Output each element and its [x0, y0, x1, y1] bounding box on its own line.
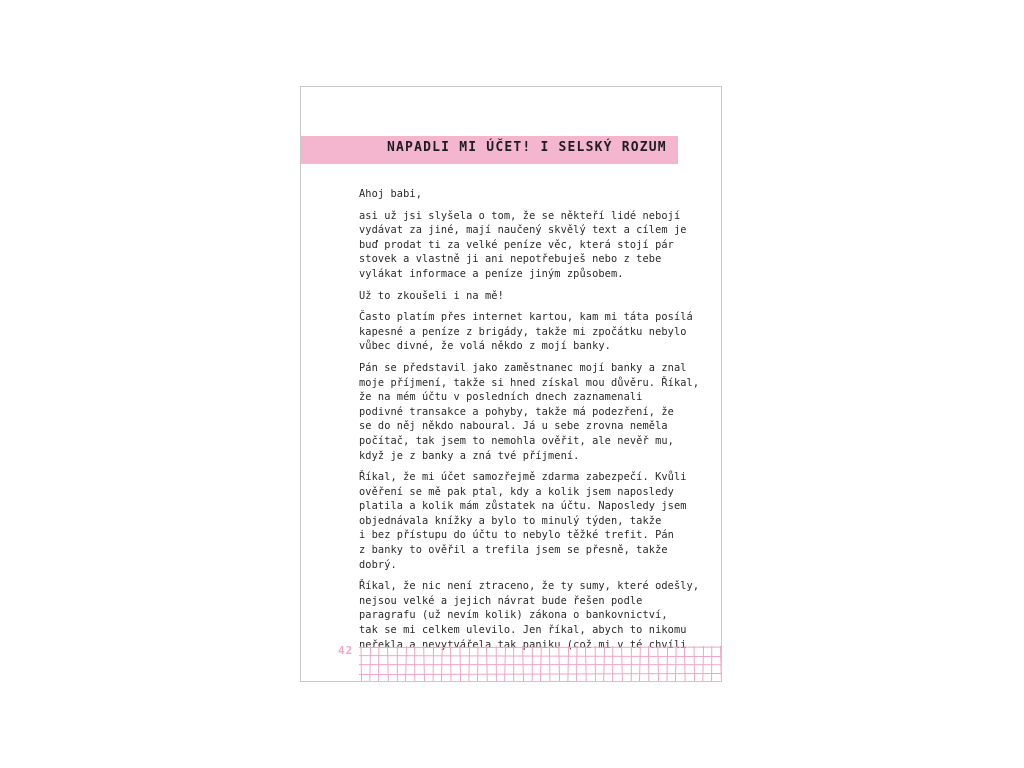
text-line: ověření se mě pak ptal, kdy a kolik jsem naposledy: [359, 485, 674, 498]
page-number: 42: [338, 644, 354, 657]
text-line: dobrý.: [359, 558, 397, 571]
text-line: buď prodat ti za velké peníze věc, která stojí pár: [359, 238, 674, 251]
decorative-pink-grid: [359, 646, 722, 682]
text-line: i bez přístupu do účtu to nebylo těžké trefit. Pán: [359, 529, 674, 542]
letter-paragraph: [359, 579, 700, 652]
text-line: Už to zkoušeli i na mě!: [359, 289, 504, 302]
text-line: že na mém účtu v posledních dnech zaznamenali: [359, 391, 643, 404]
letter-paragraph: [359, 187, 679, 202]
letter-paragraph: [359, 209, 687, 282]
text-line: Pán se představil jako zaměstnanec mojí banky a znal: [359, 361, 687, 374]
text-line: vydávat za jiné, mají naučený skvělý text a cílem je: [359, 224, 687, 237]
text-line: nejsou velké a jejich návrat bude řešen podle: [359, 594, 643, 607]
text-line: Ahoj babi,: [359, 188, 422, 200]
heading-bar: [301, 136, 678, 164]
text-line: moje příjmení, takže si hned získal mou důvěru. Říkal,: [359, 376, 700, 389]
text-line: kapesné a peníze z brigády, takže mi zpočátku nebylo: [359, 325, 687, 338]
text-line: podivné transakce a pohyby, takže má podezření, že: [359, 405, 674, 418]
letter-paragraph: [359, 470, 687, 572]
text-line: Říkal, že nic není ztraceno, že ty sumy, které odešly,: [359, 580, 700, 593]
text-line: Říkal, že mi účet samozřejmě zdarma zabezpečí. Kvůli: [359, 471, 687, 484]
text-line: z banky to ověřil a trefila jsem se přesně, takže: [359, 544, 668, 557]
book-page: [300, 86, 722, 682]
letter-body: [359, 187, 700, 659]
letter-paragraph: [359, 310, 693, 354]
text-line: vylákat informace a peníze jiným způsobem.: [359, 267, 624, 280]
text-line: Často platím přes internet kartou, kam mi táta posílá: [359, 311, 693, 324]
text-line: počítač, tak jsem to nemohla ověřit, ale nevěř mu,: [359, 434, 674, 447]
text-line: když je z banky a zná tvé příjmení.: [359, 449, 580, 462]
letter-paragraph: [359, 289, 679, 304]
letter-paragraph: [359, 361, 700, 463]
text-line: stovek a vlastně ji ani nepotřebuješ nebo z tebe: [359, 253, 662, 266]
text-line: asi už jsi slyšela o tom, že se někteří lidé nebojí: [359, 209, 681, 222]
text-line: neřekla a nevytvářela tak paniku (což mi v té chvíli: [359, 638, 687, 651]
text-line: vůbec divné, že volá někdo z mojí banky.: [359, 340, 611, 353]
text-line: platila a kolik mám zůstatek na účtu. Naposledy jsem: [359, 500, 687, 513]
text-line: tak se mi celkem ulevilo. Jen říkal, abych to nikomu: [359, 624, 687, 637]
text-line: objednávala knížky a bylo to minulý týden, takže: [359, 514, 662, 527]
chapter-heading: NAPADLI MI ÚČET! I SELSKÝ ROZUM: [387, 140, 667, 155]
text-line: se do něj někdo naboural. Já u sebe zrovna neměla: [359, 420, 668, 433]
text-line: paragrafu (už nevím kolik) zákona o bankovnictví,: [359, 609, 668, 622]
